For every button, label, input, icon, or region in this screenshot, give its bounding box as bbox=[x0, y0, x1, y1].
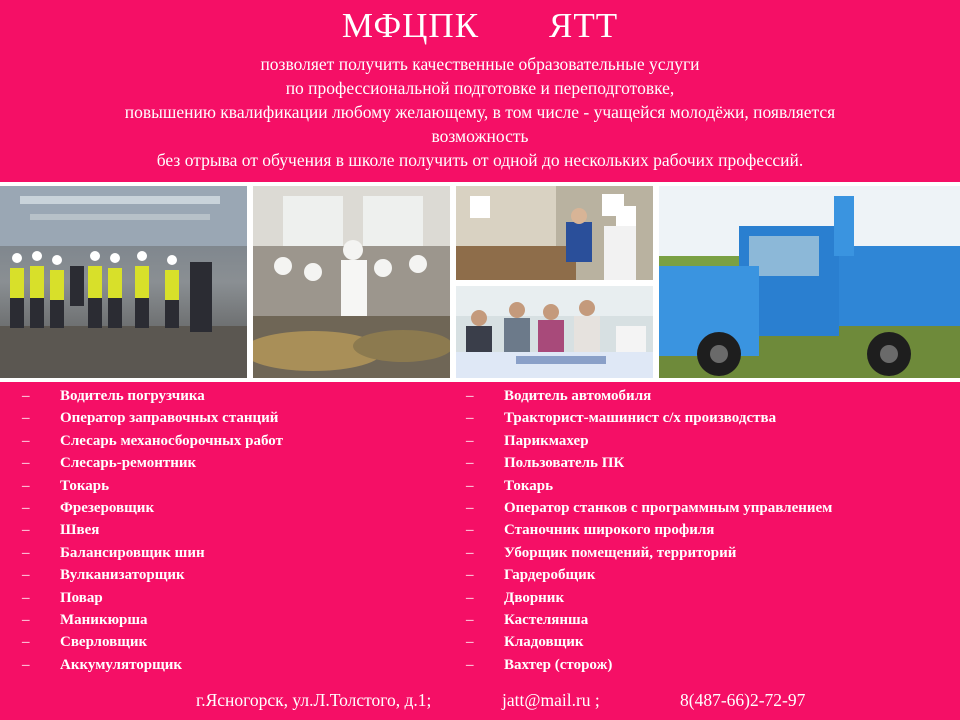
list-item: – Аккумуляторщик bbox=[22, 656, 183, 673]
intro-line: возможность bbox=[431, 126, 529, 146]
intro-line: без отрыва от обучения в школе получить от одной до нескольких рабочих профессий. bbox=[156, 150, 804, 170]
footer-phone: 8(487-66)2-72-97 bbox=[680, 690, 806, 710]
list-item: – Фрезеровщик bbox=[22, 499, 155, 516]
contact-footer bbox=[0, 690, 960, 716]
list-item: – Станочник широкого профиля bbox=[466, 522, 715, 539]
list-item: – Дворник bbox=[466, 589, 565, 606]
list-item: – Вахтер (сторож) bbox=[466, 656, 613, 673]
teachers-at-desk-photo bbox=[456, 286, 653, 378]
list-item: – Тракторист-машинист с/х производства bbox=[466, 410, 777, 427]
list-item: – Оператор заправочных станций bbox=[22, 410, 279, 427]
intro-line: позволяет получить качественные образовательные услуги bbox=[260, 54, 700, 74]
footer-email[interactable]: jatt@mail.ru ; bbox=[502, 690, 600, 710]
list-item: – Слесарь-ремонтник bbox=[22, 455, 197, 472]
list-item: – Слесарь механосборочных работ bbox=[22, 432, 283, 449]
list-item: – Вулканизаторщик bbox=[22, 567, 185, 584]
intro-text bbox=[20, 52, 940, 172]
list-item: – Швея bbox=[22, 522, 100, 539]
list-item: – Кладовщик bbox=[466, 634, 584, 651]
list-item: – Токарь bbox=[466, 477, 554, 494]
intro-line: повышению квалификации любому желающему, в том числе - учащейся молодёжи, появляется bbox=[124, 102, 836, 122]
list-item: – Водитель автомобиля bbox=[466, 388, 652, 404]
slide-title bbox=[0, 6, 960, 46]
list-item: – Токарь bbox=[22, 477, 110, 494]
professions-left-list bbox=[22, 385, 452, 676]
list-item: – Маникюрша bbox=[22, 611, 148, 628]
list-item: – Сверловщик bbox=[22, 634, 148, 651]
photo-band bbox=[0, 182, 960, 382]
chefs-photo bbox=[456, 186, 653, 280]
cooking-class-photo bbox=[253, 186, 450, 378]
footer-address: г.Ясногорск, ул.Л.Толстого, д.1; bbox=[196, 690, 432, 710]
list-item: – Парикмахер bbox=[466, 432, 589, 449]
list-item: – Балансировщик шин bbox=[22, 544, 205, 561]
list-item: – Кастелянша bbox=[466, 611, 589, 628]
professions-right-list bbox=[466, 385, 946, 676]
title-right: ЯТТ bbox=[549, 6, 619, 45]
list-item: – Гардеробщик bbox=[466, 567, 596, 584]
list-item: – Пользователь ПК bbox=[466, 455, 625, 472]
title-left: МФЦПК bbox=[341, 6, 480, 45]
list-item: – Оператор станков с программным управлением bbox=[466, 499, 833, 516]
intro-line: по профессиональной подготовке и переподготовке, bbox=[285, 78, 675, 98]
list-item: – Повар bbox=[22, 589, 103, 606]
workers-in-safety-vests-photo bbox=[0, 186, 247, 378]
blue-truck-photo bbox=[659, 186, 960, 378]
list-item: – Водитель погрузчика bbox=[22, 388, 205, 404]
list-item: – Уборщик помещений, территорий bbox=[466, 544, 737, 561]
